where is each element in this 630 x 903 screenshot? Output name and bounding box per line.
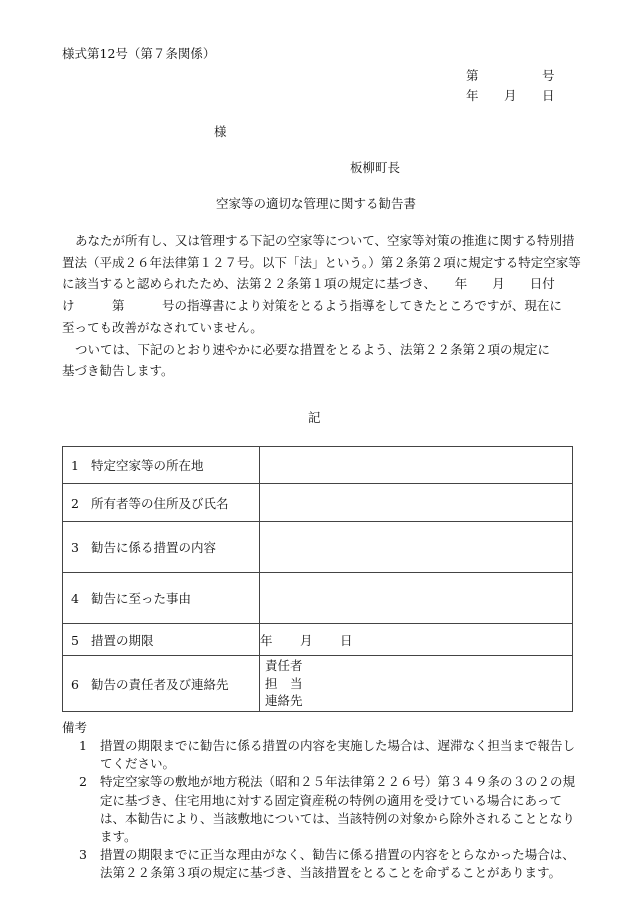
row-value [260,447,573,484]
date-month: 月 [504,88,517,103]
note-item: 1 措置の期限までに勧告に係る措置の内容を実施した場合は、遅滞なく担当まで報告してください。 [79,738,576,772]
table-row [63,522,573,573]
document-number-date [466,66,556,106]
document-title: 空家等の適切な管理に関する勧告書 [216,196,417,211]
body-line: 基づき勧告します。 [62,363,174,379]
row-value [260,522,573,573]
doc-no-label: 第 [466,68,479,83]
body-line: け 第 号の指導書により対策をとるよう指導をしてきたところですが、現在に [62,298,562,314]
addressee: 様 [214,124,227,139]
table-row [63,656,573,712]
body-line: に該当すると認められたため、法第２２条第１項の規定に基づき、 年 月 日付 [62,276,555,292]
date-day: 日 [542,88,555,103]
deadline-value: 年 月 日 [260,624,573,656]
row-label: 5 措置の期限 [63,624,260,656]
table-row [63,573,573,624]
notes-heading: 備考 [62,720,88,735]
row-label: 6 勧告の責任者及び連絡先 [63,656,260,712]
body-line: 至っても改善がなされていません。 [62,319,263,335]
row-label: 1 特定空家等の所在地 [63,447,260,484]
body-line: ついては、下記のとおり速やかに必要な措置をとるよう、法第２２条第２項の規定に [75,341,551,357]
sender: 板柳町長 [350,160,401,175]
row-value [260,484,573,522]
doc-no-suffix: 号 [542,68,555,83]
row-value [260,573,573,624]
record-heading: 記 [308,410,321,425]
date-year: 年 [466,88,479,103]
table-row [63,624,573,656]
body-line: 置法（平成２６年法律第１２７号。以下「法」という。）第２条第２項に規定する特定空家等 [62,254,581,270]
details-table [62,446,573,712]
note-item: 2 特定空家等の敷地が地方税法（昭和２５年法律第２２６号）第３４９条の３の２の規定に基づき、住宅用地に対する固定資産税の特例の適用を受けている場合にあっては、本勧告により、当該敷地については、当該特例の対象から除外されることとなります。 [79,774,576,845]
row-label: 4 勧告に至った事由 [63,573,260,624]
row-label: 3 勧告に係る措置の内容 [63,522,260,573]
body-line: あなたが所有し、又は管理する下記の空家等について、空家等対策の推進に関する特別措 [75,233,575,248]
table-row [63,484,573,522]
row-label: 2 所有者等の住所及び氏名 [63,484,260,522]
form-number: 様式第12号（第７条関係） [62,46,216,61]
body-text [62,230,582,382]
note-item: 3 措置の期限までに正当な理由がなく、勧告に係る措置の内容をとらなかった場合は、法第２２条第３項の規定に基づき、当該措置をとることを命ずることがあります。 [79,847,575,881]
contact-value: 責任者 担 当 連絡先 [260,656,573,712]
table-row [63,447,573,484]
notes-list [62,737,582,883]
